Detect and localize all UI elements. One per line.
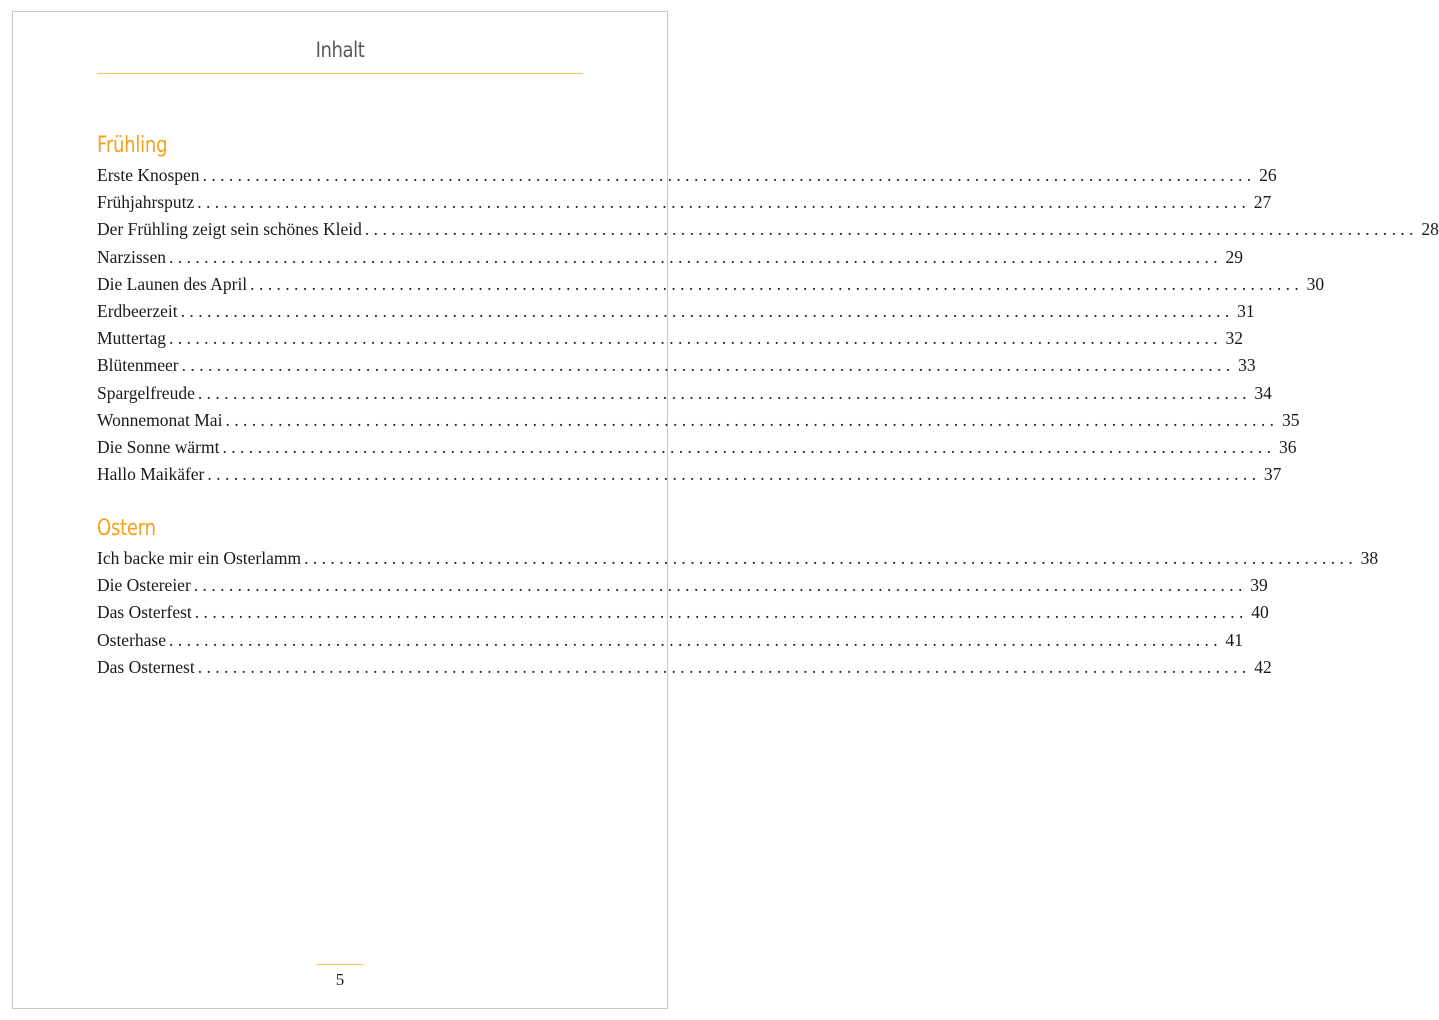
- dot-leader: ........................................................................................................................: [169, 246, 1223, 267]
- dot-leader: ........................................................................................................................: [180, 300, 1234, 321]
- toc-entry-title: Osterhase: [97, 629, 167, 650]
- toc-entry-title: Spargelfreude: [97, 382, 195, 403]
- page-number: 5: [335, 970, 345, 989]
- toc-entry-title: Die Sonne wärmt: [97, 436, 220, 457]
- toc-entry-page: 35: [1281, 409, 1300, 430]
- toc-entry-page: 36: [1278, 436, 1297, 457]
- toc-entry: [97, 189, 1272, 216]
- dot-leader: ........................................................................................................................: [169, 629, 1223, 650]
- toc-entry: [97, 352, 1256, 379]
- dot-leader: ........................................................................................................................: [202, 165, 1256, 185]
- toc-list: [97, 545, 1379, 681]
- toc-entry: [97, 545, 1379, 572]
- section-fruehling: [97, 129, 1439, 488]
- dot-leader: ........................................................................................................................: [194, 602, 1248, 623]
- toc-entry-page: 38: [1360, 548, 1379, 568]
- toc-entry: [97, 244, 1244, 271]
- dot-leader: ........................................................................................................................: [197, 656, 1251, 677]
- dot-leader: ........................................................................................................................: [169, 328, 1223, 349]
- toc-entry-page: 29: [1225, 246, 1244, 267]
- dot-leader: ........................................................................................................................: [250, 273, 1304, 294]
- toc-entry-title: Die Launen des April: [97, 273, 248, 294]
- dot-leader: ........................................................................................................................: [222, 436, 1276, 457]
- toc-entry-title: Blütenmeer: [97, 355, 179, 376]
- toc-entry-page: 30: [1306, 273, 1325, 294]
- toc-entry-title: Ich backe mir ein Osterlamm: [97, 548, 302, 568]
- toc-entry: [97, 380, 1272, 407]
- page-title: Inhalt: [315, 38, 365, 62]
- section-heading: Frühling: [97, 133, 168, 158]
- section-ostern: [97, 512, 1379, 681]
- toc-entry-title: Das Osternest: [97, 656, 195, 677]
- toc-entry: [97, 572, 1268, 599]
- toc-entry-page: 37: [1263, 464, 1282, 485]
- toc-entry-page: 39: [1250, 575, 1268, 596]
- header-divider: [97, 73, 583, 74]
- toc-entry-title: Frühjahrsputz: [97, 192, 195, 213]
- dot-leader: ........................................................................................................................: [225, 409, 1279, 430]
- toc-entry-page: 34: [1254, 382, 1272, 403]
- toc-entry-title: Die Ostereier: [97, 575, 191, 596]
- toc-entry-page: 26: [1259, 165, 1277, 185]
- toc-entry: [97, 434, 1297, 461]
- toc-entry-page: 31: [1237, 300, 1255, 321]
- dot-leader: ........................................................................................................................: [181, 355, 1235, 376]
- toc-entry-page: 27: [1253, 192, 1272, 213]
- toc-list: [97, 162, 1439, 488]
- toc-entry: [97, 298, 1255, 325]
- toc-entry-page: 28: [1421, 219, 1439, 240]
- toc-entry: [97, 407, 1300, 434]
- toc-entry-title: Hallo Maikäfer: [97, 464, 205, 485]
- toc-entry-page: 33: [1238, 355, 1256, 376]
- toc-entry-title: Erdbeerzeit: [97, 300, 178, 321]
- toc-entry: [97, 271, 1325, 298]
- toc-entry: [97, 654, 1272, 681]
- dot-leader: ........................................................................................................................: [197, 382, 1251, 403]
- toc-entry-title: Wonnemonat Mai: [97, 409, 223, 430]
- toc-entry-page: 32: [1225, 328, 1244, 349]
- dot-leader: ........................................................................................................................: [364, 219, 1418, 240]
- toc-entry: [97, 599, 1269, 626]
- toc-entry-title: Das Osterfest: [97, 602, 192, 623]
- toc-entry-title: Narzissen: [97, 246, 167, 267]
- toc-entry: [97, 627, 1244, 654]
- dot-leader: ........................................................................................................................: [197, 192, 1251, 213]
- toc-entry-title: Muttertag: [97, 328, 167, 349]
- toc-entry-page: 42: [1254, 656, 1272, 677]
- dot-leader: ........................................................................................................................: [207, 464, 1261, 485]
- toc-entry: [97, 162, 1277, 189]
- footer-divider: [316, 964, 364, 965]
- dot-leader: ........................................................................................................................: [304, 548, 1358, 568]
- toc-entry: [97, 325, 1244, 352]
- toc-entry: [97, 461, 1282, 488]
- toc-entry-page: 40: [1251, 602, 1269, 623]
- toc-entry-page: 41: [1225, 629, 1244, 650]
- dot-leader: ........................................................................................................................: [193, 575, 1247, 596]
- toc-entry-title: Der Frühling zeigt sein schönes Kleid: [97, 219, 362, 240]
- toc-entry-title: Erste Knospen: [97, 165, 200, 185]
- toc-entry: [97, 216, 1439, 243]
- section-heading: Ostern: [97, 516, 156, 541]
